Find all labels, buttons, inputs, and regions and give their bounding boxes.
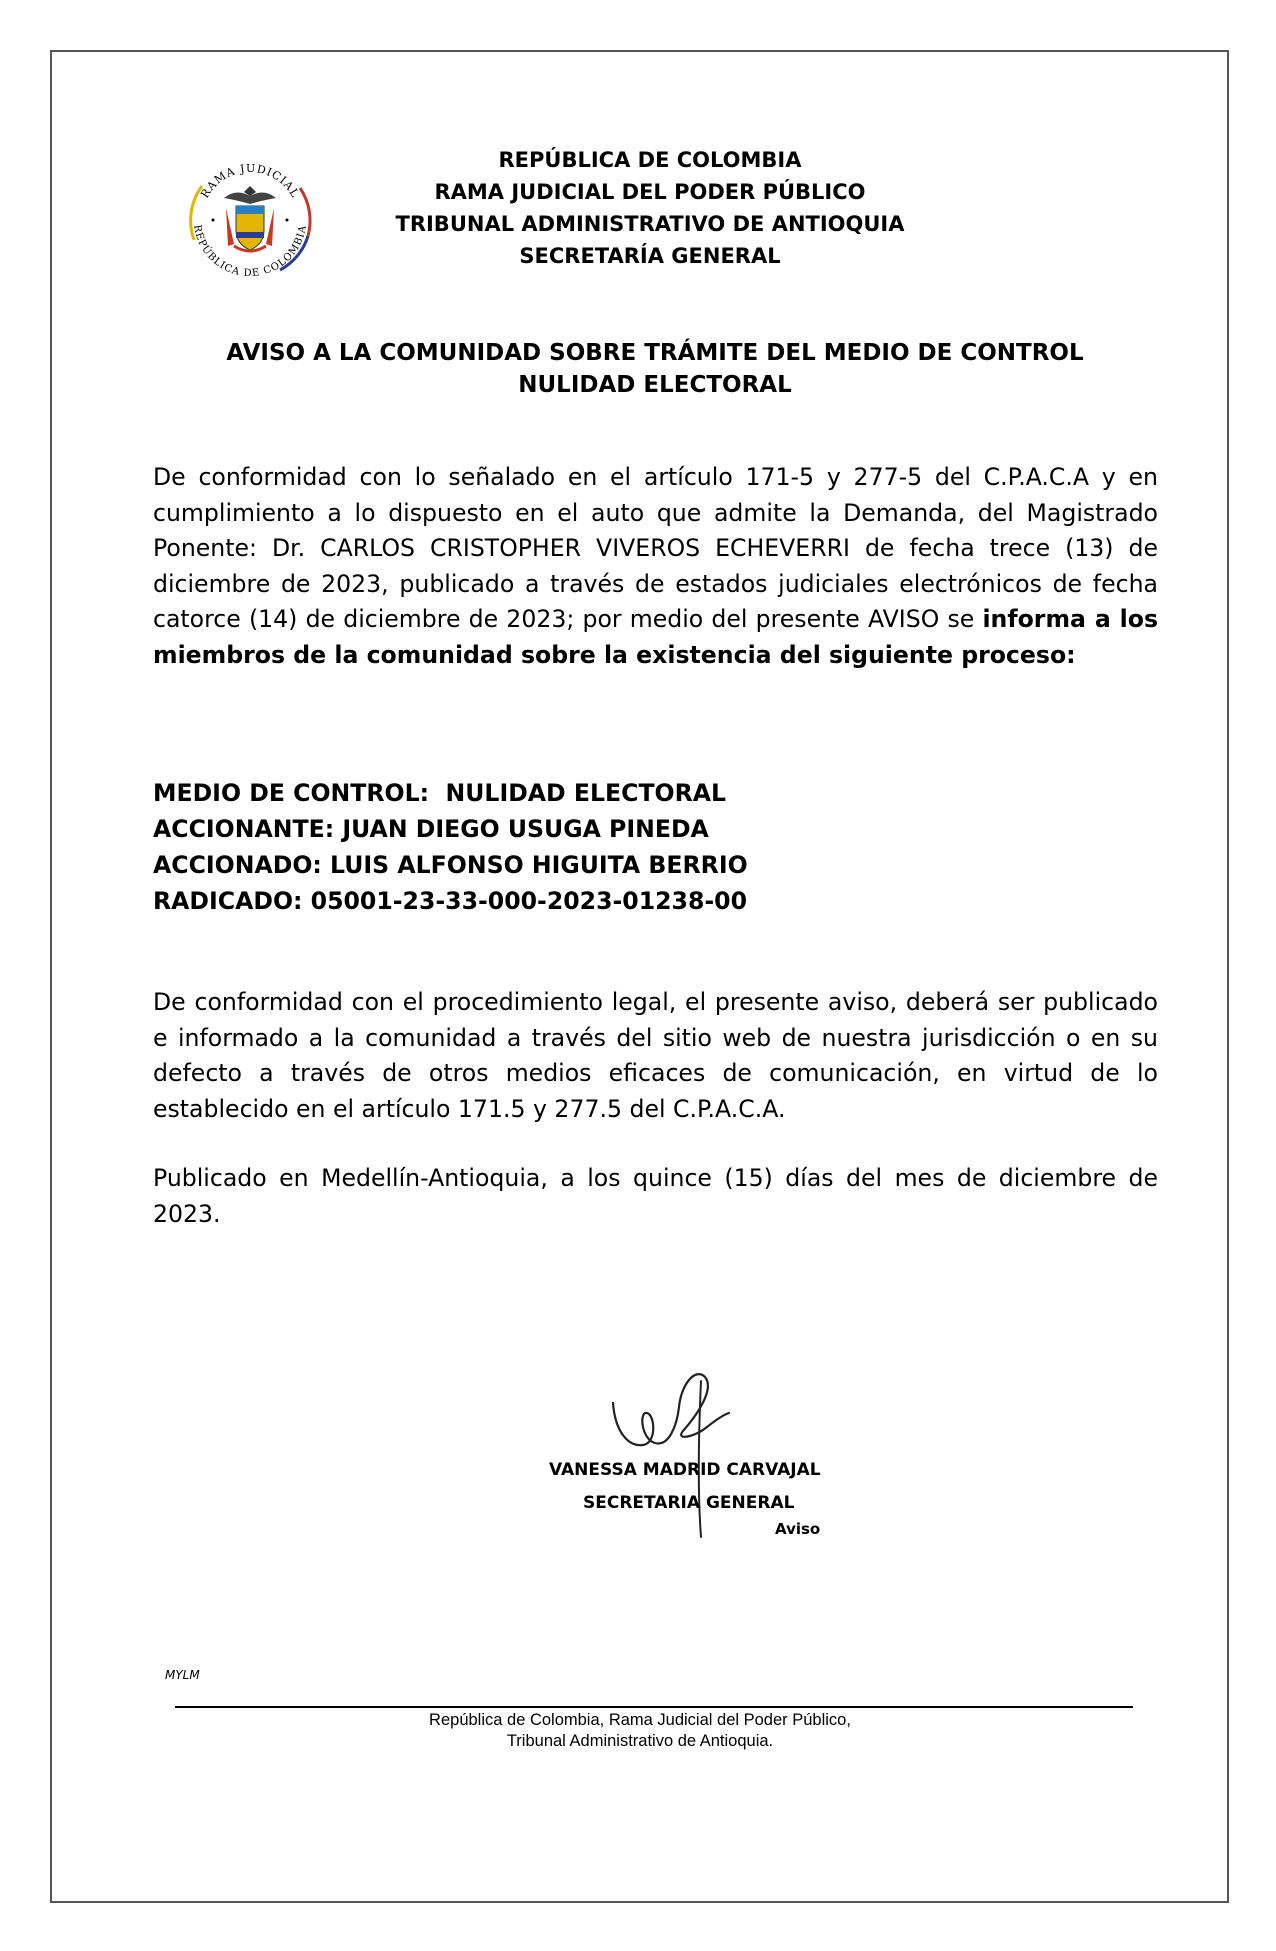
case-accionado-label: ACCIONADO: <box>153 851 322 879</box>
case-medio-label: MEDIO DE CONTROL: <box>153 779 430 807</box>
footer-divider <box>175 1706 1133 1708</box>
footer-line1: República de Colombia, Rama Judicial del Poder Público, <box>429 1711 851 1729</box>
case-accionante-value: JUAN DIEGO USUGA PINEDA <box>342 815 709 843</box>
header-line-secretariat: SECRETARÍA GENERAL <box>519 244 781 268</box>
svg-text:RAMA JUDICIAL: RAMA JUDICIAL <box>198 161 302 201</box>
procedure-paragraph: De conformidad con el procedimiento legal, el presente aviso, deberá ser publicado e informado a la comunidad a través del sitio web de nuestra jurisdicción o en su defecto a través de otros medios eficaces de comunicación, en virtud de lo establecido en el artículo 171.5 y 277.5 del C.P.A.C.A. <box>153 988 1158 1123</box>
page-footer <box>340 1710 940 1752</box>
rama-judicial-seal <box>180 148 320 288</box>
notice-title <box>140 337 1170 401</box>
case-radicado-row <box>153 883 748 919</box>
intro-paragraph <box>153 460 1158 673</box>
signer-role: SECRETARIA GENERAL <box>583 1493 795 1513</box>
case-medio-row <box>153 775 748 811</box>
typist-initials: MYLM <box>165 1668 200 1682</box>
notice-title-line2: NULIDAD ELECTORAL <box>518 372 792 398</box>
case-accionante-label: ACCIONANTE: <box>153 815 335 843</box>
header-line-tribunal: TRIBUNAL ADMINISTRATIVO DE ANTIOQUIA <box>395 212 905 236</box>
case-accionante-row <box>153 811 748 847</box>
case-accionado-value: LUIS ALFONSO HIGUITA BERRIO <box>330 851 748 879</box>
case-medio-value: NULIDAD ELECTORAL <box>445 779 727 807</box>
intro-paragraph-text: De conformidad con lo señalado en el artículo 171-5 y 277-5 del C.P.A.C.A y en cumplimiento a lo dispuesto en el auto que admite la Demanda, del Magistrado Ponente: Dr. CARLOS CRISTOPHER VIVEROS ECHEVERRI de fecha trece (13) de diciembre de 2023, publicado a través de estados judiciales electrónicos de fecha catorce (14) de diciembre de 2023; por medio del presente AVISO se <box>153 463 1158 633</box>
case-radicado-value: 05001-23-33-000-2023-01238-00 <box>310 887 748 915</box>
case-details <box>153 775 748 919</box>
case-accionado-row <box>153 847 748 883</box>
publication-paragraph: Publicado en Medellín-Antioquia, a los quince (15) días del mes de diciembre de 2023. <box>153 1164 1158 1228</box>
signer-name: VANESSA MADRID CARVAJAL <box>549 1460 821 1480</box>
case-radicado-label: RADICADO: <box>153 887 303 915</box>
header-line-branch: RAMA JUDICIAL DEL PODER PÚBLICO <box>434 180 866 204</box>
footer-line2: Tribunal Administrativo de Antioquia. <box>506 1732 774 1750</box>
intro-paragraph-bold: informa a los miembros de la comunidad sobre la existencia del siguiente proceso: <box>153 605 1158 669</box>
svg-text:REPÚBLICA DE COLOMBIA: REPÚBLICA DE COLOMBIA <box>191 224 309 280</box>
signer-note: Aviso <box>775 1520 821 1538</box>
notice-title-line1: AVISO A LA COMUNIDAD SOBRE TRÁMITE DEL MEDIO DE CONTROL <box>226 340 1084 366</box>
page-border <box>50 50 1229 1903</box>
header-line-country: REPÚBLICA DE COLOMBIA <box>498 148 802 172</box>
document-header <box>300 144 1000 272</box>
